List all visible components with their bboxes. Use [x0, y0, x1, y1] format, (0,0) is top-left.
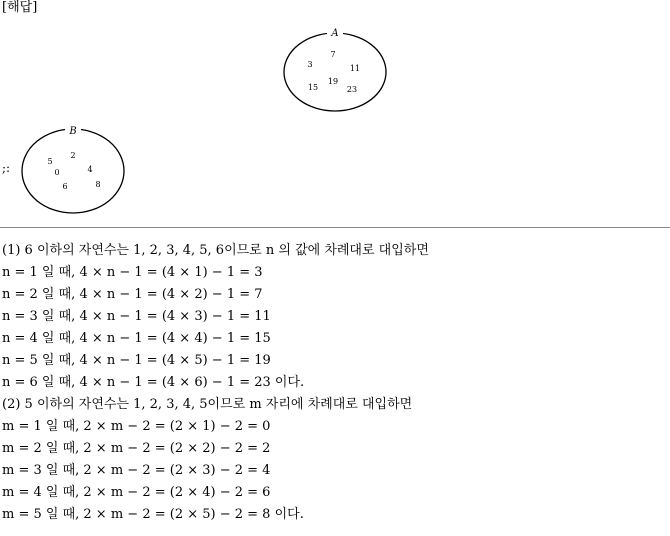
solution-line: m = 5 일 때, 2 × m − 2 = (2 × 5) − 2 = 8 이다.	[2, 507, 304, 522]
set-b-element: 8	[95, 180, 101, 189]
solution-line: n = 4 일 때, 4 × n − 1 = (4 × 4) − 1 = 15	[2, 331, 271, 346]
solution-line: n = 5 일 때, 4 × n − 1 = (4 × 5) − 1 = 19	[2, 353, 271, 368]
solution-line: (1) 6 이하의 자연수는 1, 2, 3, 4, 5, 6이므로 n 의 값에 차례대로 대입하면	[2, 243, 429, 258]
set-b-element: 4	[87, 165, 93, 174]
set-a-element: 15	[307, 83, 319, 92]
set-a-label: A	[331, 28, 339, 39]
bullet-mark: ;:	[2, 161, 11, 175]
solution-line: n = 3 일 때, 4 × n − 1 = (4 × 3) − 1 = 11	[2, 309, 271, 324]
venn-diagram	[0, 0, 670, 225]
set-b-element: 0	[54, 168, 60, 177]
set-a-element: 23	[346, 85, 358, 94]
set-b-element: 5	[47, 157, 53, 166]
set-b-ellipse	[22, 129, 124, 213]
answer-header: [해답]	[2, 0, 38, 15]
set-a-ellipse	[284, 33, 386, 111]
set-b-label: B	[69, 126, 77, 137]
solution-line: m = 3 일 때, 2 × m − 2 = (2 × 3) − 2 = 4	[2, 463, 271, 478]
set-b-diagram	[22, 124, 124, 213]
set-a-diagram	[284, 26, 386, 111]
set-a-element: 11	[349, 64, 361, 73]
section-divider	[0, 227, 670, 228]
solution-line: (2) 5 이하의 자연수는 1, 2, 3, 4, 5이므로 m 자리에 차례대로 대입하면	[2, 397, 413, 412]
solution-line: m = 2 일 때, 2 × m − 2 = (2 × 2) − 2 = 2	[2, 441, 271, 456]
solution-line: n = 6 일 때, 4 × n − 1 = (4 × 6) − 1 = 23 이다.	[2, 375, 305, 390]
solution-line: n = 2 일 때, 4 × n − 1 = (4 × 2) − 1 = 7	[2, 287, 263, 302]
set-a-element: 7	[330, 50, 336, 59]
set-a-element: 19	[327, 77, 339, 86]
solution-text	[2, 240, 662, 526]
set-a-element: 3	[307, 60, 313, 69]
solution-line: m = 4 일 때, 2 × m − 2 = (2 × 4) − 2 = 6	[2, 485, 271, 500]
set-b-element: 2	[70, 151, 76, 160]
solution-line: m = 1 일 때, 2 × m − 2 = (2 × 1) − 2 = 0	[2, 419, 271, 434]
set-b-element: 6	[62, 182, 68, 191]
solution-line: n = 1 일 때, 4 × n − 1 = (4 × 1) − 1 = 3	[2, 265, 263, 280]
